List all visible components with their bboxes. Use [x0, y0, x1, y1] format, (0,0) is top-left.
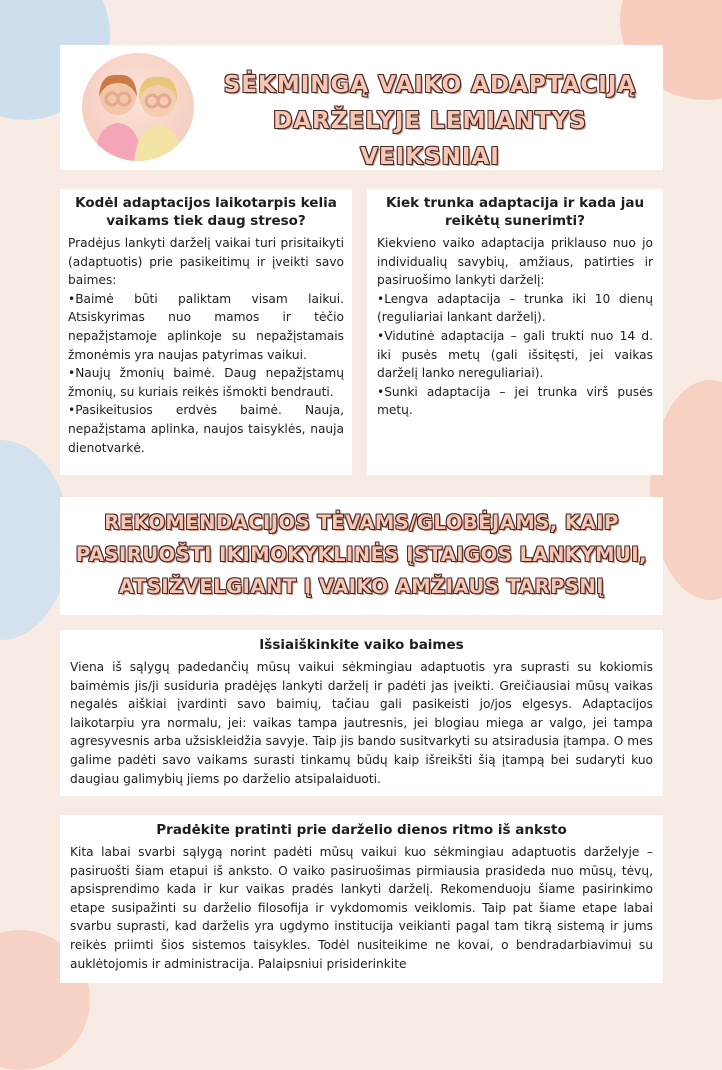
left-panel-item-1: •Baimė būti paliktam visam laikui. Atsiskyrimas nuo mamos ir tėčio nepažįstamoje aplinkoje su nepažįstamais žmonėmis yra naujas patyrimas vaikui.	[68, 291, 344, 362]
fears-section-heading: Išsiaiškinkite vaiko baimes	[259, 637, 464, 653]
left-panel-heading: Kodėl adaptacijos laikotarpis kelia vaikams tiek daug streso?	[75, 195, 337, 229]
header-panel	[60, 45, 663, 170]
fears-section-text: Viena iš sąlygų padedančių mūsų vaikui sėkmingiau adaptuotis yra suprasti su kokiomis baimėmis jis/ji susiduria pradėjęs lankyti darželį ir padėti jas įveikti. Greičiausiai mūsų vaikas negalės aiškiai įvardinti savo baimių, tačiau gali pasikeisti jo/jos elgesys. Adaptacijos laikotarpiu yra normalu, jei: vaikas tampa jautresnis, jei blogiau miega ar valgo, jei tampa agresyvesnis arba užsiskleidžia savyje. Taip jis bando susitvarkyti su atsiradusia įtampa. O mes galime padėti savo vaikams surasti tinkamų būdų kaip išreikšti šią įtampą bei sudaryti kuo daugiau galimybių jiems po darželio atsipalaiduoti.	[70, 660, 653, 786]
page-title	[210, 67, 650, 175]
right-panel-item-2: •Vidutinė adaptacija – gali trukti nuo 14 d. iki pusės metų (gali išsitęsti, jei vaikas darželį lanko nereguliariai).	[377, 328, 653, 381]
left-panel-item-2: •Naujų žmonių baimė. Daug nepažįstamų žmonių, su kuriais reikės išmokti bendrauti.	[68, 366, 344, 399]
page-title-line-2: DARŽELYJE LEMIANTYS VEIKSNIAI	[273, 108, 587, 170]
recommendations-title-line-1: REKOMENDACIJOS TĖVAMS/GLOBĖJAMS, KAIP	[104, 511, 619, 534]
left-panel-intro: Pradėjus lankyti darželį vaikai turi prisitaikyti (adaptuotis) prie pasikeitimų ir įveikti savo baimes:	[68, 236, 344, 288]
recommendations-banner	[60, 497, 663, 615]
recommendations-title	[60, 507, 663, 603]
left-info-panel	[60, 189, 352, 475]
fears-section-panel	[60, 630, 663, 796]
recommendations-title-line-3: ATSIŽVELGIANT Į VAIKO AMŽIAUS TARPSNĮ	[118, 575, 605, 598]
children-illustration	[82, 53, 194, 161]
right-panel-heading: Kiek trunka adaptacija ir kada jau reikėtų sunerimti?	[385, 195, 645, 229]
routine-section-panel	[60, 815, 663, 983]
right-panel-intro: Kiekvieno vaiko adaptacija priklauso nuo jo individualių savybių, amžiaus, patirties ir pasiruošimo lankyti darželį:	[377, 236, 653, 288]
routine-section-heading: Pradėkite pratinti prie darželio dienos ritmo iš anksto	[156, 822, 567, 838]
right-info-panel	[367, 189, 663, 475]
right-panel-item-3: •Sunki adaptacija – jei trunka virš pusės metų.	[377, 384, 653, 418]
routine-section-text: Kita labai svarbi sąlygą norint padėti mūsų vaikui kuo sėkmingiau adaptuotis darželyje – pasiruošti šiam etapui iš anksto. O vaiko pasiruošimas pirmiausia prasideda nuo mūsų, tėvų, apsisprendimo kada ir kur vaikas pradės lankyti darželį. Rekomenduoju šiame pasirinkimo etape susipažinti su darželio filosofija ir vykdomomis veiklomis. Taip pat šiame etape labai svarbu suprasti, kad darželis yra ugdymo institucija veikianti pagal tam tikrą sistemą ir jums reikės priimti šios sistemos taisykles. Todėl nusiteikime ne kovai, o bendradarbiavimui su auklėtojomis ir administracija. Palaipsniui prisiderinkite	[70, 845, 653, 971]
left-panel-item-3: •Pasikeitusios erdvės baimė. Nauja, nepažįstama aplinka, naujos taisyklės, nauja dienotvarkė.	[68, 403, 344, 455]
children-photo	[82, 53, 194, 161]
recommendations-title-line-2: PASIRUOŠTI IKIMOKYKLINĖS ĮSTAIGOS LANKYMUI,	[75, 543, 648, 566]
right-panel-item-1: •Lengva adaptacija – trunka iki 10 dienų (reguliariai lankant darželį).	[377, 291, 653, 325]
page-title-line-1: SĖKMINGĄ VAIKO ADAPTACIJĄ	[223, 72, 637, 98]
